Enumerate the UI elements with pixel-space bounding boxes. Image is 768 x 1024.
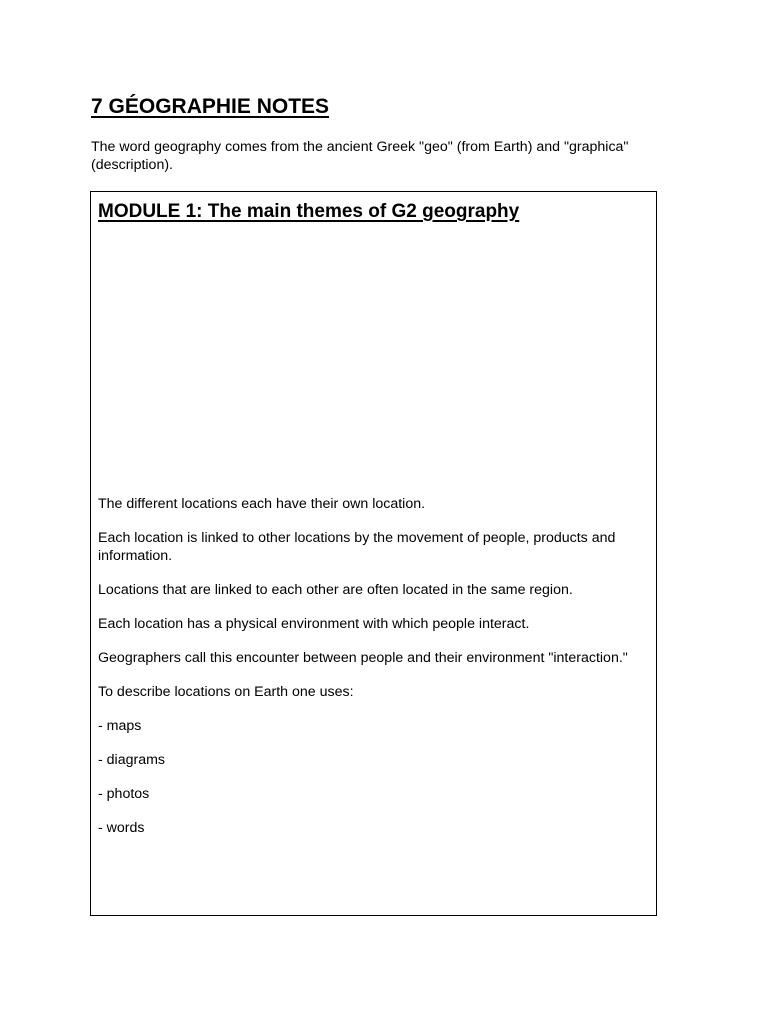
paragraph-describe: To describe locations on Earth one uses:: [98, 684, 354, 700]
module-box: [90, 191, 657, 916]
module-body: [98, 495, 654, 853]
intro-paragraph: The word geography comes from the ancient Greek "geo" (from Earth) and "graphica" (description).: [91, 139, 629, 173]
paragraph-movement: Each location is linked to other locations by the movement of people, products and information.: [98, 530, 616, 564]
list-item: - photos: [98, 786, 150, 802]
list-item: - maps: [98, 718, 142, 734]
paragraph-region: Locations that are linked to each other are often located in the same region.: [98, 582, 573, 598]
module-title: MODULE 1: The main themes of G2 geography: [98, 201, 520, 222]
paragraph-environment: Each location has a physical environment with which people interact.: [98, 616, 530, 632]
paragraph-interaction: Geographers call this encounter between people and their environment "interaction.": [98, 650, 628, 666]
list-item: - diagrams: [98, 752, 166, 768]
paragraph-locations: The different locations each have their own location.: [98, 496, 426, 512]
list-item: - words: [98, 820, 145, 836]
document-title: 7 GÉOGRAPHIE NOTES: [91, 95, 330, 118]
